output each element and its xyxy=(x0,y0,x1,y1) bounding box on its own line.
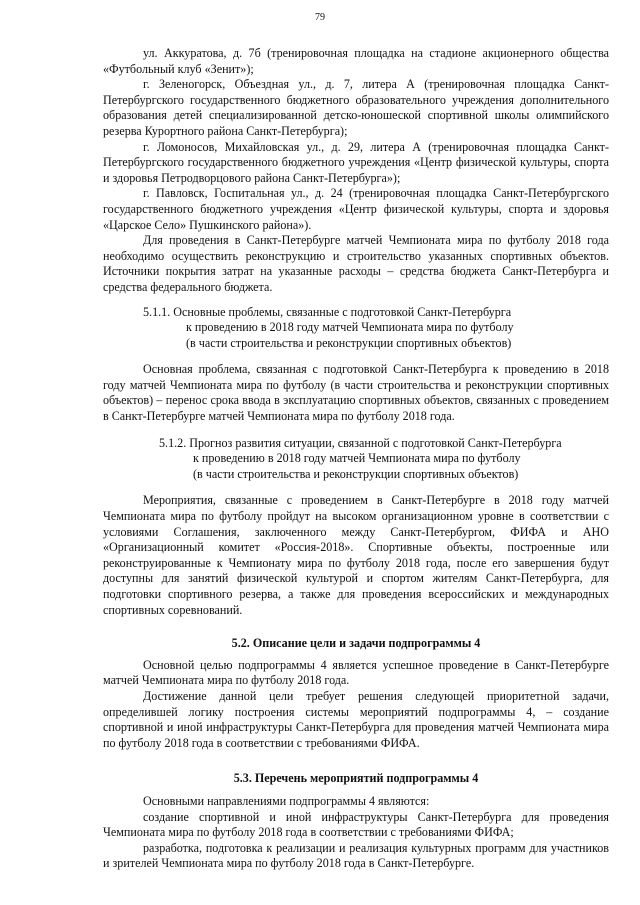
paragraph-main-problem: Основная проблема, связанная с подготовкой Санкт-Петербурга к проведению в 2018 году матчей Чемпионата мира по футболу (в части строительства и реконструкции спортивных объектов) – перенос срока ввода в эксплуатацию спортивных объектов, связанных с проведением в Санкт-Петербурге матчей Чемпионата мира по футболу 2018 года. xyxy=(103,362,609,424)
subsection-heading-line: к проведению в 2018 году матчей Чемпионата мира по футболу xyxy=(193,451,521,466)
subsection-heading-line: (в части строительства и реконструкции спортивных объектов) xyxy=(186,335,512,350)
paragraph-directions-intro: Основными направлениями подпрограммы 4 являются: xyxy=(143,793,430,808)
paragraph-funding: Для проведения в Санкт-Петербурге матчей Чемпионата мира по футболу 2018 года необходимо осуществить реконструкцию и строительство указанных спортивных объектов. Источники покрытия затрат на указанные расходы – средства бюджета Санкт-Петербурга и средства федерального бюджета. xyxy=(103,233,609,294)
document-body xyxy=(103,46,609,872)
section-title-5-2: 5.2. Описание цели и задачи подпрограммы 4 xyxy=(231,636,481,651)
paragraph-forecast: Мероприятия, связанные с проведением в Санкт-Петербурге в 2018 году матчей Чемпионата мира по футболу пройдут на высоком организационном уровне в соответствии с условиями Соглашения, заключенного между Санкт-Петербургом, ФИФА и АНО «Организационный комитет «Россия-2018». Спортивные объекты, построенные или реконструированные к Чемпионату мира по футболу 2018 года, после его завершения будут доступны для занятий физической культурой и спортом жителям Санкт-Петербурга, для подготовки спортивного резерва, а также для проведения всероссийских и международных спортивных соревнований. xyxy=(103,493,609,617)
paragraph-direction-infrastructure: создание спортивной и иной инфраструктуры Санкт-Петербурга для проведения Чемпионата мира по футболу 2018 года в соответствии с требованиями ФИФА; xyxy=(103,809,609,840)
page-number: 79 xyxy=(315,12,325,23)
paragraph-address-akkuratova: ул. Аккуратова, д. 7б (тренировочная площадка на стадионе акционерного общества «Футбольный клуб «Зенит»); xyxy=(103,46,609,76)
subsection-heading-line: к проведению в 2018 году матчей Чемпионата мира по футболу xyxy=(186,320,514,335)
paragraph-task: Достижение данной цели требует решения следующей приоритетной задачи, определившей логику построения системы мероприятий подпрограммы 4, – создание спортивной и иной инфраструктуры Санкт-Петербурга для проведения матчей Чемпионата мира по футболу 2018 года в соответствии с требованиями ФИФА. xyxy=(103,688,609,750)
paragraph-goal: Основной целью подпрограммы 4 является успешное проведение в Санкт-Петербурге матчей Чемпионата мира по футболу 2018 года. xyxy=(103,657,609,688)
subsection-heading-line: (в части строительства и реконструкции спортивных объектов) xyxy=(193,466,519,481)
paragraph-address-zelenogorsk: г. Зеленогорск, Объездная ул., д. 7, литера А (тренировочная площадка Санкт-Петербургского государственного бюджетного образовательного учреждения дополнительного образования детей специализированной детско-юношеской спортивной школы олимпийского резерва Курортного района Санкт-Петербурга); xyxy=(103,77,609,138)
paragraph-address-lomonosov: г. Ломоносов, Михайловская ул., д. 29, литера А (тренировочная площадка Санкт-Петербургского государственного бюджетного учреждения «Центр физической культуры, спорта и здоровья Петродворцового района Санкт-Петербурга»); xyxy=(103,139,609,185)
paragraph-direction-culture: разработка, подготовка к реализации и реализация культурных программ для участников и зрителей Чемпионата мира по футболу 2018 года в Санкт-Петербурге. xyxy=(103,840,609,871)
subsection-heading-line: 5.1.2. Прогноз развития ситуации, связанной с подготовкой Санкт-Петербурга xyxy=(159,435,562,450)
section-title-5-3: 5.3. Перечень мероприятий подпрограммы 4 xyxy=(233,771,479,786)
subsection-heading-5-1-2 xyxy=(103,436,609,483)
subsection-heading-5-1-1 xyxy=(103,305,609,352)
subsection-heading-line: 5.1.1. Основные проблемы, связанные с подготовкой Санкт-Петербурга xyxy=(143,304,512,319)
paragraph-address-pavlovsk: г. Павловск, Госпитальная ул., д. 24 (тренировочная площадка Санкт-Петербургского государственного бюджетного учреждения «Центр физической культуры, спорта и здоровья «Царское Село» Пушкинского района»). xyxy=(103,186,609,232)
